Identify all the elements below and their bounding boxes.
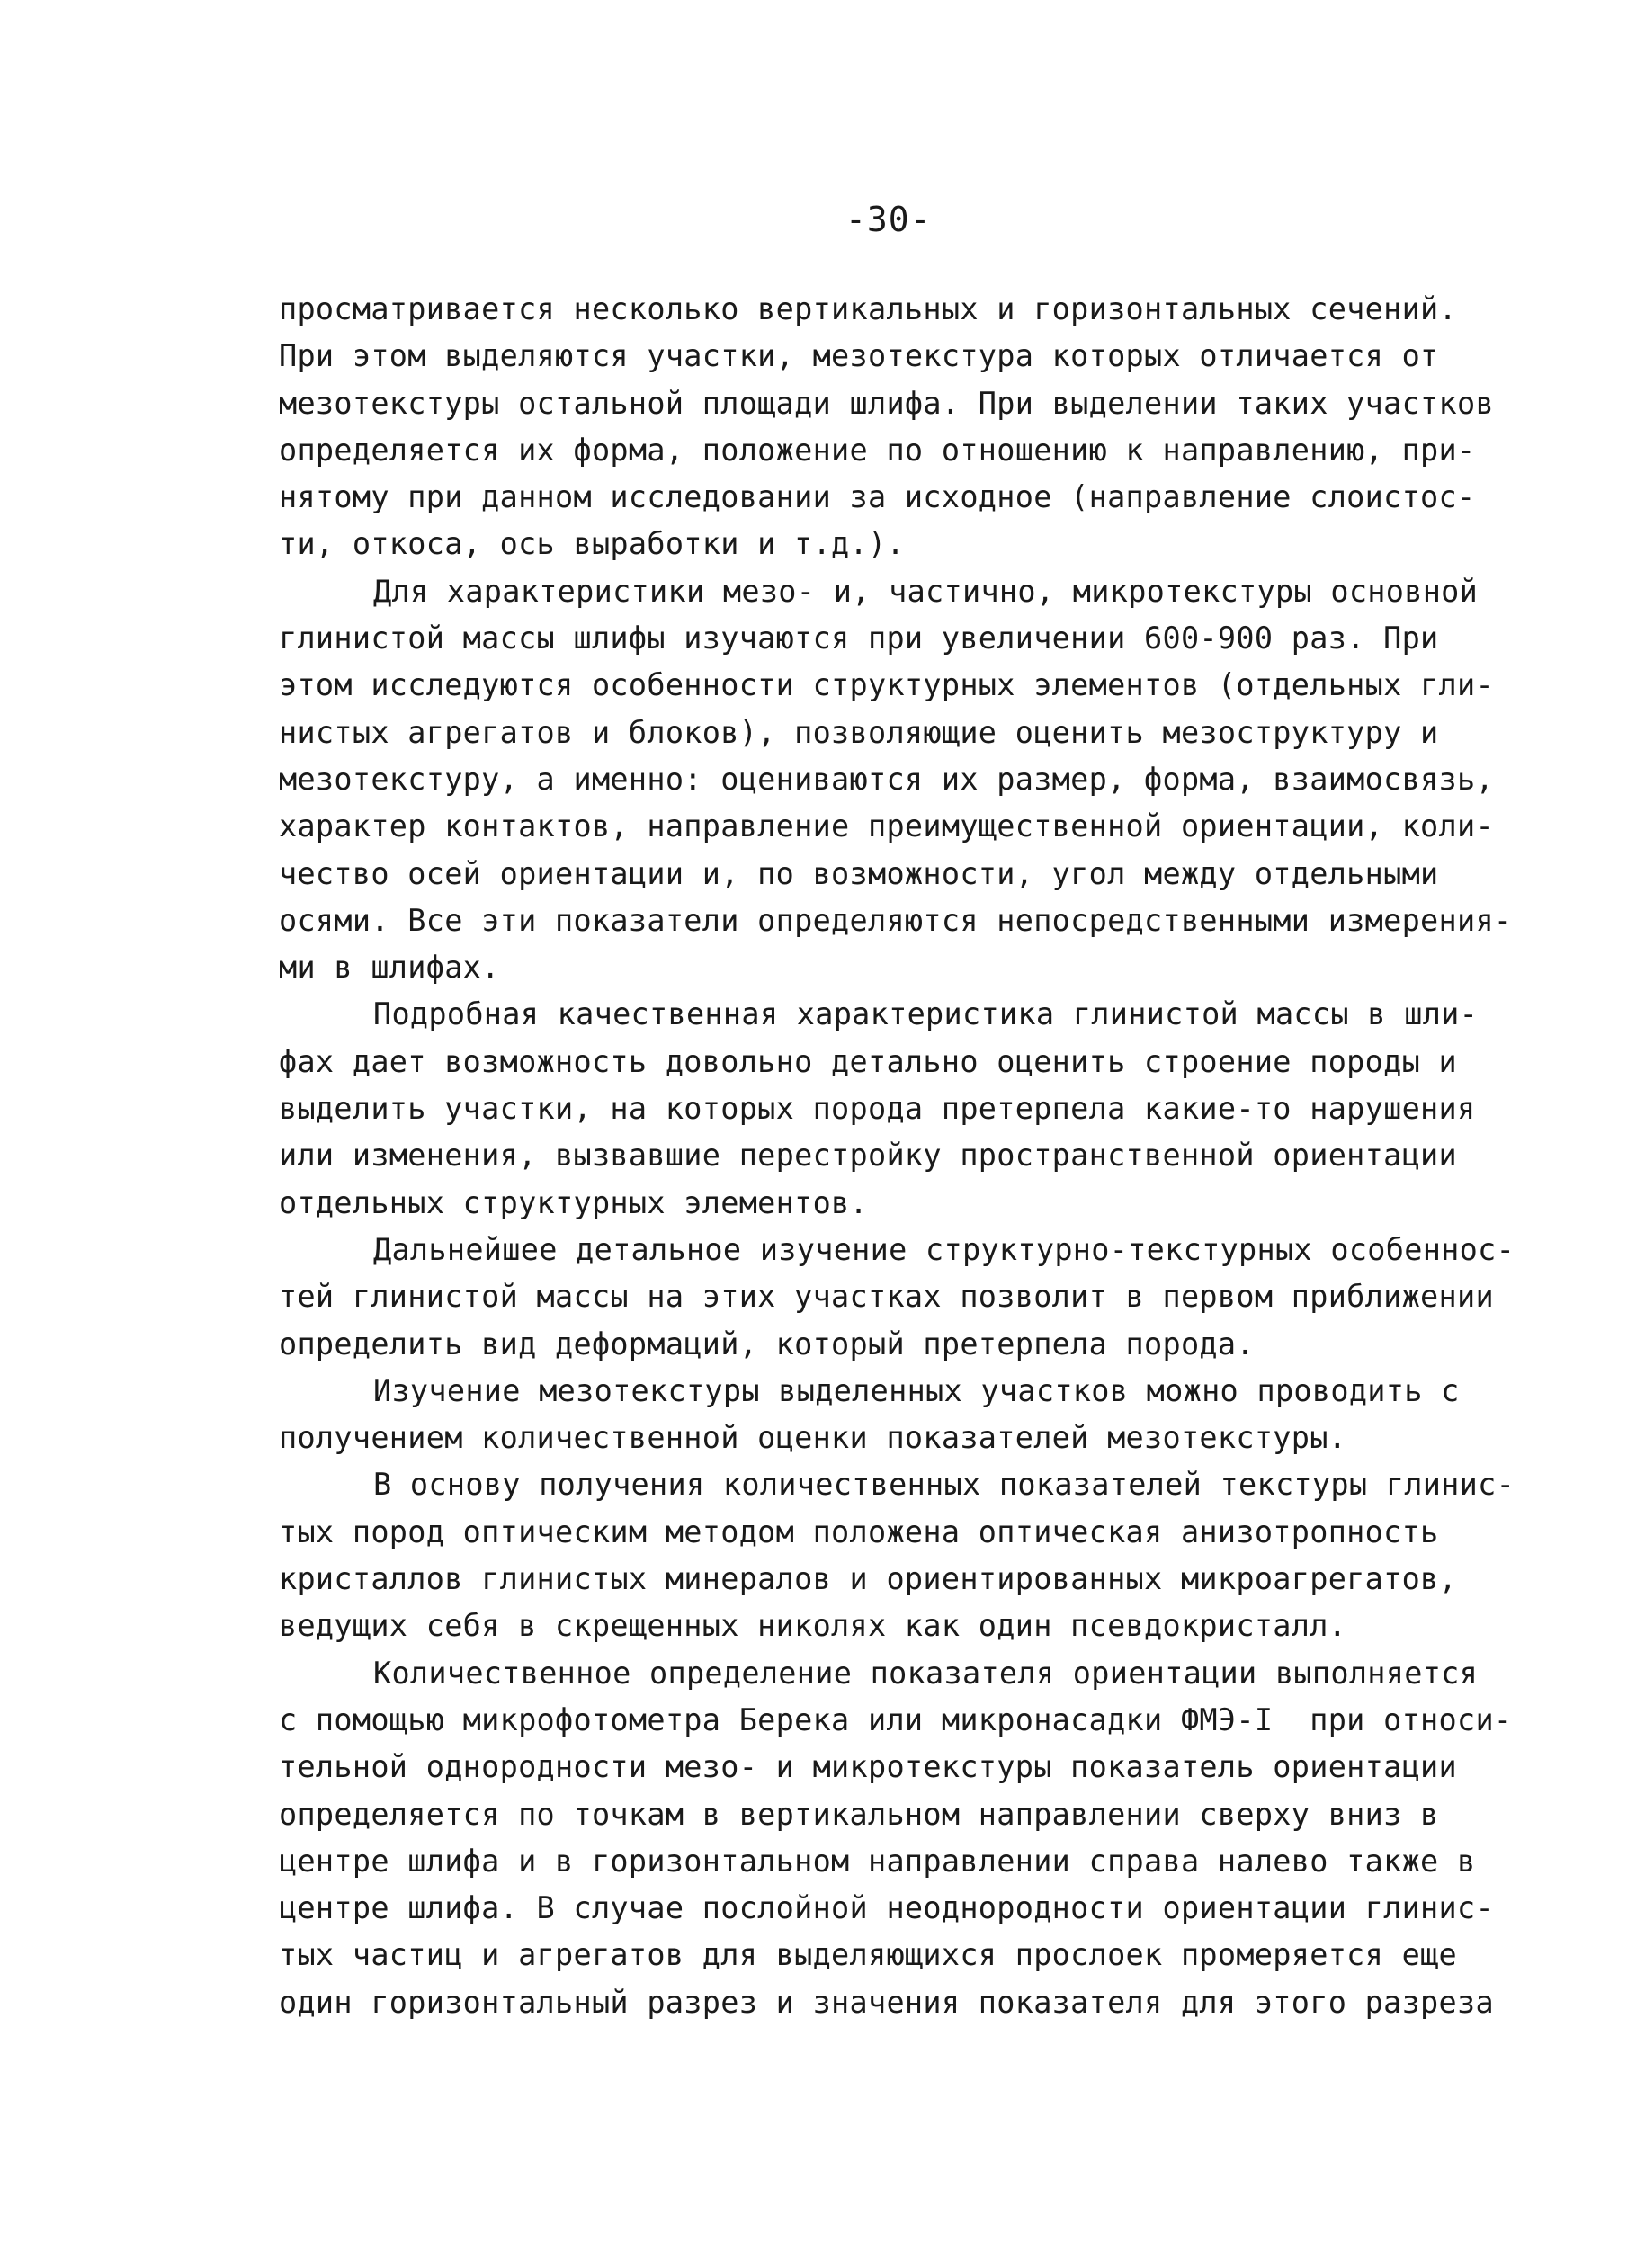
text-line: нятому при данном исследовании за исходное (направление слоистос-	[279, 479, 1476, 515]
text-line: мезотекстуры остальной площади шлифа. При выделении таких участков	[279, 385, 1494, 421]
text-line: тельной однородности мезо- и микротекстуры показатель ориентации	[279, 1749, 1457, 1785]
text-line: нистых агрегатов и блоков), позволяющие оценить мезоструктуру и	[279, 714, 1439, 750]
text-line: ми в шлифах.	[279, 950, 500, 986]
text-line: отдельных структурных элементов.	[279, 1184, 868, 1220]
paragraph-start-line: Изучение мезотекстуры выделенных участков можно проводить с	[373, 1372, 1460, 1408]
text-line: глинистой массы шлифы изучаются при увеличении 600-900 раз. При	[279, 621, 1439, 656]
text-line: фах дает возможность довольно детально оценить строение породы и	[279, 1043, 1457, 1079]
text-line: определяется их форма, положение по отношению к направлению, при-	[279, 432, 1476, 468]
text-line: получением количественной оценки показателей мезотекстуры.	[279, 1420, 1347, 1456]
text-line: мезотекстуру, а именно: оцениваются их размер, форма, взаимосвязь,	[279, 761, 1494, 797]
text-line: тых пород оптическим методом положена оптическая анизотропность	[279, 1513, 1439, 1549]
text-line: кристаллов глинистых минералов и ориентированных микроагрегатов,	[279, 1561, 1457, 1597]
text-line: центре шлифа и в горизонтальном направлении справа налево также в	[279, 1843, 1476, 1879]
text-line: этом исследуются особенности структурных элементов (отдельных гли-	[279, 667, 1494, 703]
text-line: или изменения, вызвавшие перестройку пространственной ориентации	[279, 1138, 1457, 1174]
text-line: характер контактов, направление преимущественной ориентации, коли-	[279, 808, 1494, 844]
text-line: центре шлифа. В случае послойной неоднородности ориентации глинис-	[279, 1890, 1494, 1926]
text-line: тых частиц и агрегатов для выделяющихся прослоек промеряется еще	[279, 1937, 1457, 1973]
text-line: просматривается несколько вертикальных и горизонтальных сечений.	[279, 291, 1457, 326]
text-line: определяется по точкам в вертикальном направлении сверху вниз в	[279, 1796, 1439, 1832]
text-line: При этом выделяются участки, мезотекстура которых отличается от	[279, 338, 1439, 374]
paragraph-start-line: В основу получения количественных показателей текстуры глинис-	[373, 1467, 1515, 1503]
text-line: выделить участки, на которых порода претерпела какие-то нарушения	[279, 1091, 1476, 1127]
text-line: ведущих себя в скрещенных николях как один псевдокристалл.	[279, 1608, 1347, 1644]
text-line: ти, откоса, ось выработки и т.д.).	[279, 526, 905, 562]
page-number: -30-	[845, 200, 932, 239]
text-line: тей глинистой массы на этих участках позволит в первом приближении	[279, 1279, 1494, 1315]
text-line: осями. Все эти показатели определяются непосредственными измерения-	[279, 902, 1513, 938]
text-line: чество осей ориентации и, по возможности, угол между отдельными	[279, 855, 1439, 891]
paragraph-start-line: Количественное определение показателя ориентации выполняется	[373, 1655, 1479, 1691]
paragraph-start-line: Подробная качественная характеристика глинистой массы в шли-	[373, 996, 1479, 1032]
paragraph-start-line: Для характеристики мезо- и, частично, микротекстуры основной	[373, 573, 1479, 609]
text-line: определить вид деформаций, который претерпела порода.	[279, 1326, 1255, 1362]
paragraph-start-line: Дальнейшее детальное изучение структурно-текстурных особеннос-	[373, 1231, 1515, 1267]
body-text	[279, 286, 1520, 2026]
text-line: с помощью микрофотометра Берека или микронасадки ФМЭ-I при относи-	[279, 1701, 1513, 1737]
text-line: один горизонтальный разрез и значения показателя для этого разреза	[279, 1984, 1494, 2020]
